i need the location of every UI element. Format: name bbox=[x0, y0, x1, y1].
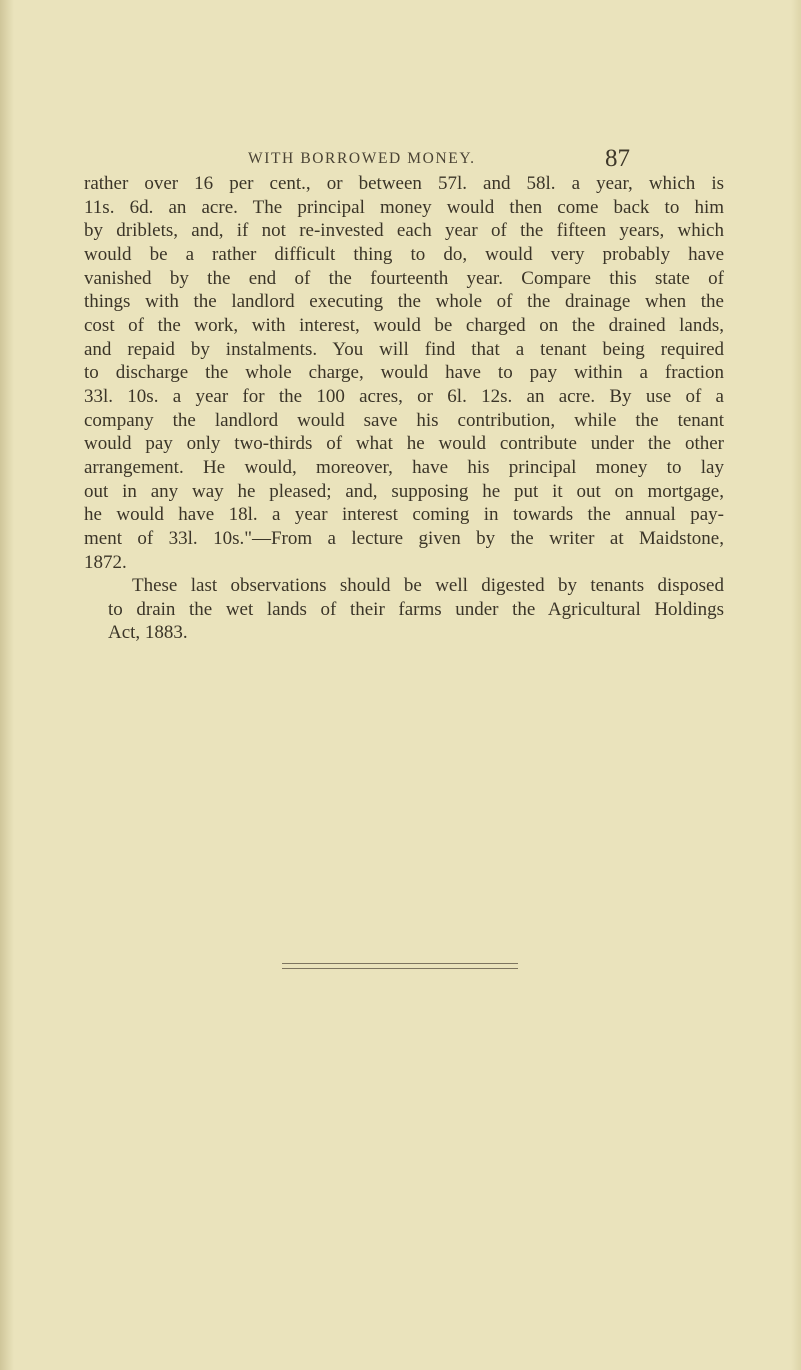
text-line: would pay only two-thirds of what he would contribute under the other bbox=[84, 433, 724, 455]
page-number: 87 bbox=[605, 145, 630, 172]
text-line: to discharge the whole charge, would have to pay within a fraction bbox=[84, 362, 724, 384]
text-line: out in any way he pleased; and, supposing he put it out on mortgage, bbox=[84, 480, 724, 502]
page-edge-shadow-left bbox=[0, 0, 14, 1370]
text-line: to drain the wet lands of their farms under the Agricultural Holdings bbox=[108, 598, 724, 620]
text-line: 1872. bbox=[84, 551, 127, 573]
text-line: he would have 18l. a year interest coming in towards the annual pay- bbox=[84, 504, 724, 526]
text-line: These last observations should be well digested by tenants disposed bbox=[132, 575, 724, 597]
paragraph-observation bbox=[84, 574, 724, 645]
section-end-rule bbox=[282, 963, 518, 969]
text-line: arrangement. He would, moreover, have his principal money to lay bbox=[84, 456, 724, 478]
paragraph-quote-continuation bbox=[84, 172, 724, 574]
text-line: cost of the work, with interest, would be charged on the drained lands, bbox=[84, 314, 724, 336]
page-edge-shadow-right bbox=[791, 0, 801, 1370]
text-line-attribution: ment of 33l. 10s."—From a lecture given by the writer at Maidstone, bbox=[84, 527, 724, 549]
text-line: 11s. 6d. an acre. The principal money would then come back to him bbox=[84, 196, 724, 218]
text-line: 33l. 10s. a year for the 100 acres, or 6l. 12s. an acre. By use of a bbox=[84, 385, 724, 407]
body-text bbox=[84, 172, 724, 645]
text-line: by driblets, and, if not re-invested each year of the fifteen years, which bbox=[84, 220, 724, 242]
running-title: WITH BORROWED MONEY. bbox=[248, 150, 476, 167]
text-line: Act, 1883. bbox=[108, 622, 188, 644]
text-line: company the landlord would save his contribution, while the tenant bbox=[84, 409, 724, 431]
text-line: and repaid by instalments. You will find that a tenant being required bbox=[84, 338, 724, 360]
text-line: would be a rather difficult thing to do, would very probably have bbox=[84, 243, 724, 265]
text-line: vanished by the end of the fourteenth year. Compare this state of bbox=[84, 267, 724, 289]
text-line: rather over 16 per cent., or between 57l. and 58l. a year, which is bbox=[84, 173, 724, 194]
text-line: things with the landlord executing the whole of the drainage when the bbox=[84, 291, 724, 313]
